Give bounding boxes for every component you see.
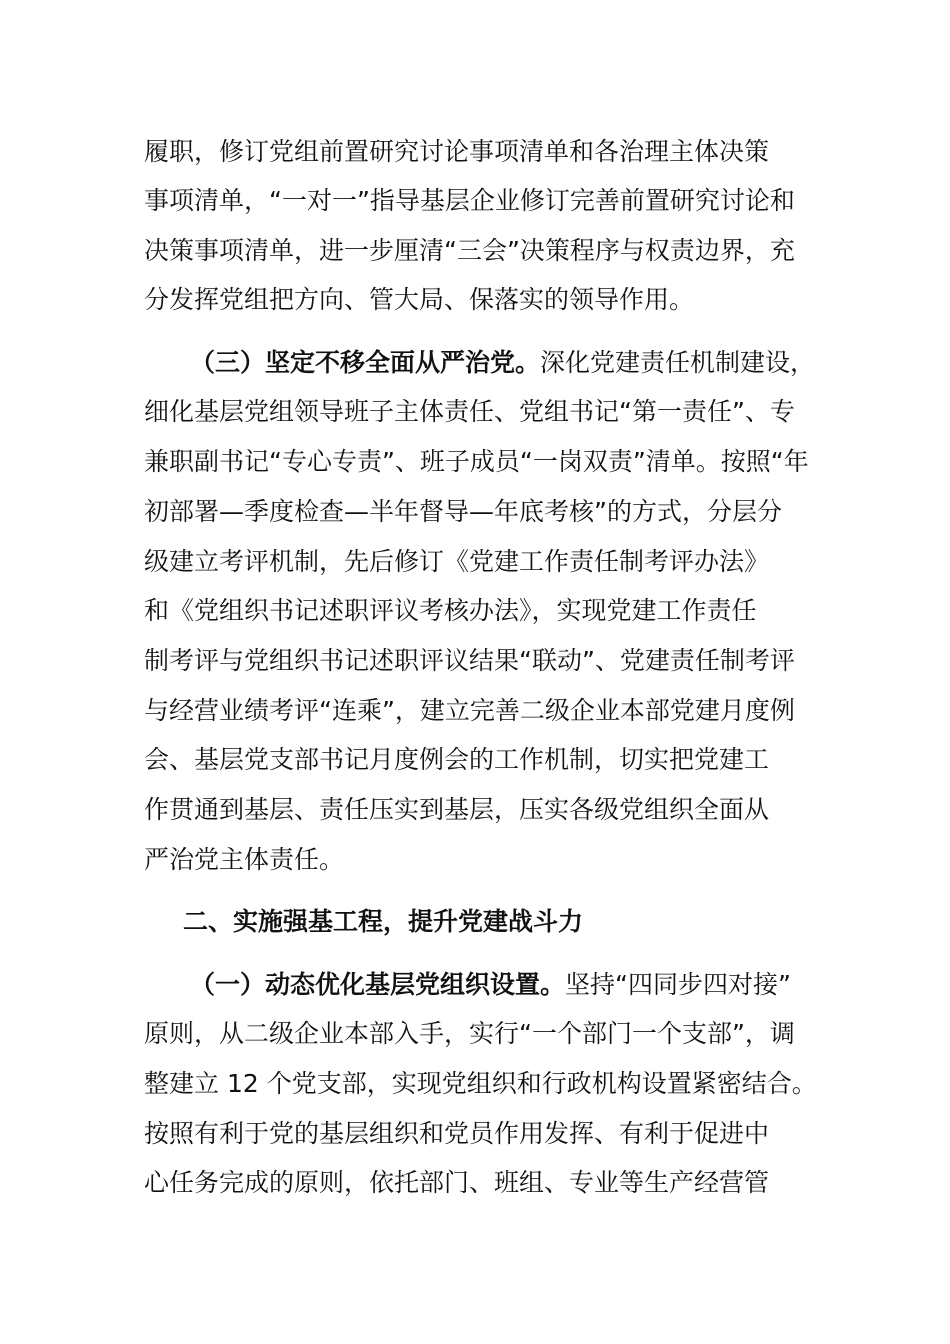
body-line: 制考评与党组织书记述职评议结果“联动”、党建责任制考评 <box>144 646 795 675</box>
body-line: 会、基层党支部书记月度例会的工作机制，切实把党建工 <box>144 745 770 774</box>
body-text: 坚持“四同步四对接” <box>565 970 791 999</box>
body-line: 原则，从二级企业本部入手，实行“一个部门一个支部”，调 <box>144 1019 795 1048</box>
body-line: 分发挥党组把方向、管大局、保落实的领导作用。 <box>144 285 695 314</box>
body-line: 整建立 12 个党支部，实现党组织和行政机构设置紧密结合。 <box>144 1069 817 1098</box>
body-line: 级建立考评机制，先后修订《党建工作责任制考评办法》 <box>144 547 770 576</box>
body-line: 事项清单，“一对一”指导基层企业修订完善前置研究讨论和 <box>144 186 795 215</box>
body-line: 作贯通到基层、责任压实到基层，压实各级党组织全面从 <box>144 795 770 824</box>
section-heading: 二、实施强基工程，提升党建战斗力 <box>183 907 584 936</box>
paragraph-line <box>190 960 791 1010</box>
subsection-heading: （一）动态优化基层党组织设置。 <box>190 970 566 999</box>
body-line: 细化基层党组领导班子主体责任、党组书记“第一责任”、专 <box>144 397 795 426</box>
body-line: 决策事项清单，进一步厘清“三会”决策程序与权责边界，充 <box>144 236 795 265</box>
body-text: 深化党建责任机制建设， <box>540 348 816 377</box>
body-line: 和《党组织书记述职评议考核办法》，实现党建工作责任 <box>144 596 757 625</box>
paragraph-line <box>190 338 815 388</box>
subsection-heading: （三）坚定不移全面从严治党。 <box>190 348 541 377</box>
body-line: 兼职副书记“专心专责”、班子成员“一岗双责”清单。按照“年 <box>144 447 809 476</box>
body-line: 履职，修订党组前置研究讨论事项清单和各治理主体决策 <box>144 137 770 166</box>
body-line: 严治党主体责任。 <box>144 845 345 874</box>
body-line: 心任务完成的原则，依托部门、班组、专业等生产经营管 <box>144 1168 770 1197</box>
body-line: 按照有利于党的基层组织和党员作用发挥、有利于促进中 <box>144 1119 770 1148</box>
body-line: 初部署—季度检查—半年督导—年底考核”的方式，分层分 <box>144 497 782 526</box>
body-line: 与经营业绩考评“连乘”，建立完善二级企业本部党建月度例 <box>144 696 795 725</box>
